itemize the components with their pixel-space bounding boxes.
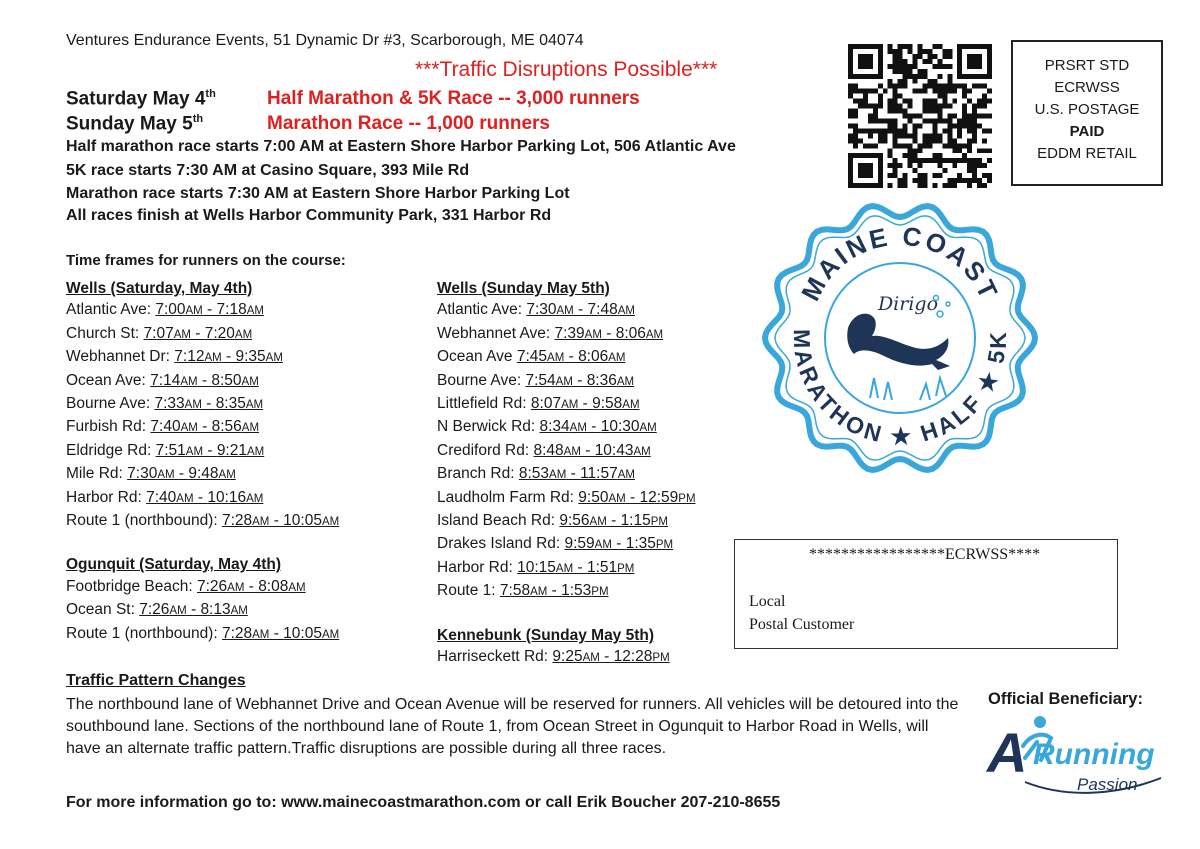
postage-indicia [1011,40,1163,186]
end-time: 8:50 [211,371,242,389]
a-running-passion-logo-icon [985,712,1170,802]
road-time-row [66,370,339,393]
start-meridiem: AM [549,469,567,482]
start-meridiem: AM [185,305,203,318]
ecrwss-line: *****************ECRWSS**** [809,546,1041,563]
start-meridiem: AM [252,628,270,641]
end-time: 9:21 [216,441,247,459]
start-time: 9:50 [578,488,609,506]
start-meridiem: AM [561,399,579,412]
road-time-row [66,299,339,322]
timeframes-right-column [437,278,696,670]
road-name: Footbridge Beach: [66,577,197,595]
end-meridiem: AM [639,422,657,435]
start-time: 7:28 [221,512,253,530]
road-name: Route 1 (northbound): [66,624,222,642]
end-time: 10:30 [600,418,640,436]
road-time-row [66,463,339,486]
start-time: 9:56 [559,512,590,530]
road-name: Mile Rd: [66,465,128,483]
end-meridiem: AM [245,399,264,412]
start-meridiem: AM [594,539,612,552]
group-spacer [437,604,696,625]
end-time: 1:35 [625,535,656,553]
road-name: Drakes Island Rd: [437,535,565,553]
end-meridiem: AM [288,581,306,594]
road-name: Island Beach Rd: [437,512,560,530]
time-window: 7:26AM - 8:13AM [139,601,248,619]
time-window: 7:51AM - 9:21AM [155,441,265,459]
start-time: 7:39 [554,324,585,342]
road-time-row [437,299,696,322]
time-window: 7:39AM - 8:06AM [554,324,664,342]
info-marathon-start: Marathon race starts 7:30 AM at Eastern Shore Harbor Parking Lot [66,185,570,202]
road-time-row [66,440,339,463]
end-meridiem: AM [617,469,635,482]
return-address: Ventures Endurance Events, 51 Dynamic Dr #3, Scarborough, ME 04074 [66,32,584,49]
start-meridiem: AM [584,328,602,341]
end-meridiem: AM [622,399,640,412]
road-name: Harbor Rd: [437,558,518,576]
time-window: 8:48AM - 10:43AM [533,441,651,459]
timeframes-left-column [66,278,339,646]
road-time-row [66,576,339,599]
road-name: Atlantic Ave: [437,301,527,319]
start-meridiem: AM [157,469,175,482]
race-logo-icon [760,188,1040,518]
road-time-row [437,510,696,533]
end-meridiem: PM [650,516,668,529]
time-window: 7:45AM - 8:06AM [516,348,626,366]
end-meridiem: PM [617,562,635,575]
road-time-row [66,599,339,622]
start-meridiem: AM [589,516,607,529]
day-event-sunday: Marathon Race -- 1,000 runners [267,113,550,134]
start-time: 7:07 [143,324,174,342]
start-meridiem: AM [556,305,574,318]
end-time: 1:53 [561,582,592,600]
start-time: 7:00 [155,301,186,319]
road-name: Furbish Rd: [66,418,151,436]
road-time-row [437,646,696,669]
end-time: 12:28 [613,648,653,666]
road-name: Littlefield Rd: [437,395,531,413]
road-name: Atlantic Ave: [66,301,156,319]
start-meridiem: AM [252,516,270,529]
start-meridiem: AM [608,492,626,505]
more-info-footer[interactable]: For more information go to: www.mainecoastmarathon.com or call Erik Boucher 207-210-8655 [66,794,781,811]
start-time: 7:26 [139,601,170,619]
start-meridiem: AM [569,422,587,435]
road-name: Ocean St: [66,601,140,619]
road-time-row [66,623,339,646]
time-window: 10:15AM - 1:51PM [517,558,635,576]
svg-text:MARATHON ★ HALF ★ 5K: MARATHON ★ HALF ★ 5K [788,328,1012,450]
day-label-sunday: Sunday May 5th [66,113,204,135]
start-meridiem: AM [547,352,565,365]
start-time: 10:15 [517,558,556,576]
end-meridiem: AM [241,375,259,388]
svg-text:Passion: Passion [1077,775,1138,794]
end-meridiem: AM [645,328,664,341]
road-time-row [437,323,696,346]
postage-line: PAID [1069,123,1105,140]
end-meridiem: AM [617,305,635,318]
traffic-pattern-body: The northbound lane of Webhannet Drive and Ocean Avenue will be reserved for runners. All vehicles will be detoured into the southbound lane. Sections of the northbound lane of Route 1, from Ocean Street in Ogunquit to Harbor Road in Wells, will have an alternate traffic pattern.Traffic disruptions are possible during all three races. [66,696,959,757]
end-time: 8:35 [215,395,246,413]
time-window: 9:50AM - 12:59PM [578,488,696,506]
road-name: Route 1 (northbound): [66,512,222,530]
road-time-row [437,580,696,603]
day-label-saturday: Saturday May 4th [66,88,216,110]
start-meridiem: AM [227,581,245,594]
road-time-row [437,416,696,439]
road-name: Webhannet Ave: [437,324,555,342]
road-time-row [437,346,696,369]
start-meridiem: AM [173,328,191,341]
end-time: 8:56 [211,418,242,436]
road-time-row [437,487,696,510]
start-meridiem: AM [555,375,573,388]
postage-line: ECRWSS [1054,79,1120,96]
start-time: 7:26 [196,577,228,595]
end-time: 7:20 [204,324,235,342]
time-window: 7:54AM - 8:36AM [525,371,635,389]
road-time-row [66,510,339,533]
time-window: 7:30AM - 9:48AM [127,465,236,483]
road-name: Crediford Rd: [437,441,534,459]
start-time: 7:30 [526,301,557,319]
road-name: N Berwick Rd: [437,418,540,436]
traffic-pattern-heading: Traffic Pattern Changes [66,672,246,689]
end-time: 8:13 [200,601,231,619]
end-meridiem: AM [230,605,248,618]
start-meridiem: AM [184,399,202,412]
start-time: 8:53 [518,465,550,483]
end-meridiem: AM [633,445,651,458]
end-time: 9:48 [188,465,219,483]
road-name: Laudholm Farm Rd: [437,488,579,506]
end-meridiem: AM [246,492,264,505]
end-time: 7:48 [587,301,618,319]
info-half-start: Half marathon race starts 7:00 AM at Eastern Shore Harbor Parking Lot, 506 Atlantic Ave [66,138,736,155]
start-meridiem: AM [582,652,600,665]
end-time: 1:51 [586,558,618,576]
time-window: 9:56AM - 1:15PM [559,512,668,530]
postage-line: EDDM RETAIL [1037,145,1137,162]
svg-text:A: A [987,721,1028,784]
start-meridiem: AM [530,586,548,599]
end-time: 9:58 [592,395,623,413]
start-meridiem: AM [169,605,187,618]
end-time: 10:16 [207,488,247,506]
time-window: 7:00AM - 7:18AM [155,301,264,319]
end-meridiem: PM [591,586,609,599]
start-meridiem: AM [204,352,222,365]
start-time: 7:40 [146,488,177,506]
time-window: 7:12AM - 9:35AM [174,348,283,366]
town-heading: Wells (Saturday, May 4th) [66,280,253,297]
svg-text:Running: Running [1033,738,1155,771]
start-meridiem: AM [555,562,574,575]
start-time: 9:59 [564,535,595,553]
road-name: Bourne Ave: [437,371,526,389]
traffic-alert: ***Traffic Disruptions Possible*** [415,58,718,81]
start-time: 8:34 [539,418,570,436]
start-time: 7:45 [516,348,548,366]
end-meridiem: AM [321,516,340,529]
time-window: 7:40AM - 8:56AM [150,418,260,436]
road-name: Ocean Ave: [66,371,151,389]
timeframes-heading: Time frames for runners on the course: [66,252,346,269]
road-name: Webhannet Dr: [66,348,175,366]
road-name: Ocean Ave [437,348,517,366]
road-time-row [437,393,696,416]
end-time: 10:05 [283,624,322,642]
end-meridiem: AM [321,628,340,641]
end-time: 10:05 [283,512,322,530]
start-time: 7:58 [499,582,531,600]
start-time: 7:30 [127,465,158,483]
road-name: Bourne Ave: [66,395,155,413]
road-time-row [66,393,339,416]
end-time: 8:06 [578,348,609,366]
address-line-local: Local [749,593,786,610]
end-meridiem: AM [246,305,264,318]
start-time: 9:25 [552,648,583,666]
svg-text:Dirigo: Dirigo [877,293,939,315]
end-time: 9:35 [235,348,266,366]
postage-line: U.S. POSTAGE [1034,101,1140,118]
start-time: 7:51 [155,441,186,459]
start-meridiem: AM [180,375,198,388]
end-time: 10:43 [594,441,634,459]
postage-line: PRSRT STD [1044,57,1130,74]
start-meridiem: AM [185,445,204,458]
end-meridiem: PM [652,652,670,665]
start-time: 8:07 [530,395,562,413]
road-time-row [437,557,696,580]
start-time: 7:12 [174,348,205,366]
time-window: 7:30AM - 7:48AM [526,301,635,319]
start-time: 7:40 [150,418,181,436]
end-meridiem: AM [265,352,283,365]
time-window: 8:53AM - 11:57AM [518,465,635,483]
end-meridiem: PM [655,539,674,552]
time-window: 7:28AM - 10:05AM [221,512,340,530]
start-time: 7:33 [154,395,185,413]
end-meridiem: AM [234,328,253,341]
end-time: 12:59 [639,488,679,506]
time-window: 8:34AM - 10:30AM [539,418,657,436]
time-window: 7:14AM - 8:50AM [150,371,259,389]
end-time: 8:08 [258,577,289,595]
time-window: 7:26AM - 8:08AM [196,577,306,595]
end-meridiem: AM [616,375,635,388]
road-name: Route 1: [437,582,500,600]
end-meridiem: PM [678,492,696,505]
mailing-address-box [734,539,1118,649]
start-time: 7:54 [525,371,556,389]
beneficiary-label: Official Beneficiary: [988,690,1143,708]
town-heading: Kennebunk (Sunday May 5th) [437,626,655,644]
end-time: 7:18 [216,301,247,319]
svg-text:MAINE COAST: MAINE COAST [795,220,1005,306]
town-heading: Ogunquit (Saturday, May 4th) [66,556,281,574]
info-5k-start: 5K race starts 7:30 AM at Casino Square, 393 Mile Rd [66,162,470,179]
qr-code-icon[interactable] [848,44,992,188]
time-window: 7:28AM - 10:05AM [221,624,340,642]
road-time-row [66,487,339,510]
time-window: 7:33AM - 8:35AM [154,395,264,413]
time-window: 8:07AM - 9:58AM [530,395,640,413]
time-window: 7:58AM - 1:53PM [499,582,609,600]
end-time: 8:36 [586,371,617,389]
time-window: 9:59AM - 1:35PM [564,535,674,553]
end-time: 8:06 [615,324,646,342]
group-spacer [66,533,339,554]
road-time-row [66,323,339,346]
start-time: 7:14 [150,371,181,389]
road-name: Eldridge Rd: [66,441,156,459]
start-meridiem: AM [176,492,194,505]
road-name: Harbor Rd: [66,488,147,506]
road-name: Branch Rd: [437,465,519,483]
road-name: Church St: [66,324,144,342]
town-heading: Wells (Sunday May 5th) [437,280,610,297]
time-window: 7:40AM - 10:16AM [146,488,264,506]
road-time-row [437,463,696,486]
start-meridiem: AM [563,445,581,458]
start-meridiem: AM [180,422,198,435]
end-meridiem: AM [241,422,260,435]
end-time: 11:57 [580,465,618,483]
end-meridiem: AM [246,445,265,458]
info-finish: All races finish at Wells Harbor Community Park, 331 Harbor Rd [66,207,552,224]
time-window: 7:07AM - 7:20AM [143,324,253,342]
road-time-row [437,533,696,556]
end-meridiem: AM [218,469,236,482]
end-meridiem: AM [608,352,626,365]
start-time: 8:48 [533,441,564,459]
start-time: 7:28 [221,624,253,642]
time-window: 9:25AM - 12:28PM [552,648,670,666]
address-line-customer: Postal Customer [749,616,855,633]
road-name: Harriseckett Rd: [437,648,553,666]
end-time: 1:15 [620,512,651,530]
road-time-row [66,346,339,369]
road-time-row [437,440,696,463]
road-time-row [437,370,696,393]
day-event-saturday: Half Marathon & 5K Race -- 3,000 runners [267,88,640,109]
road-time-row [66,416,339,439]
